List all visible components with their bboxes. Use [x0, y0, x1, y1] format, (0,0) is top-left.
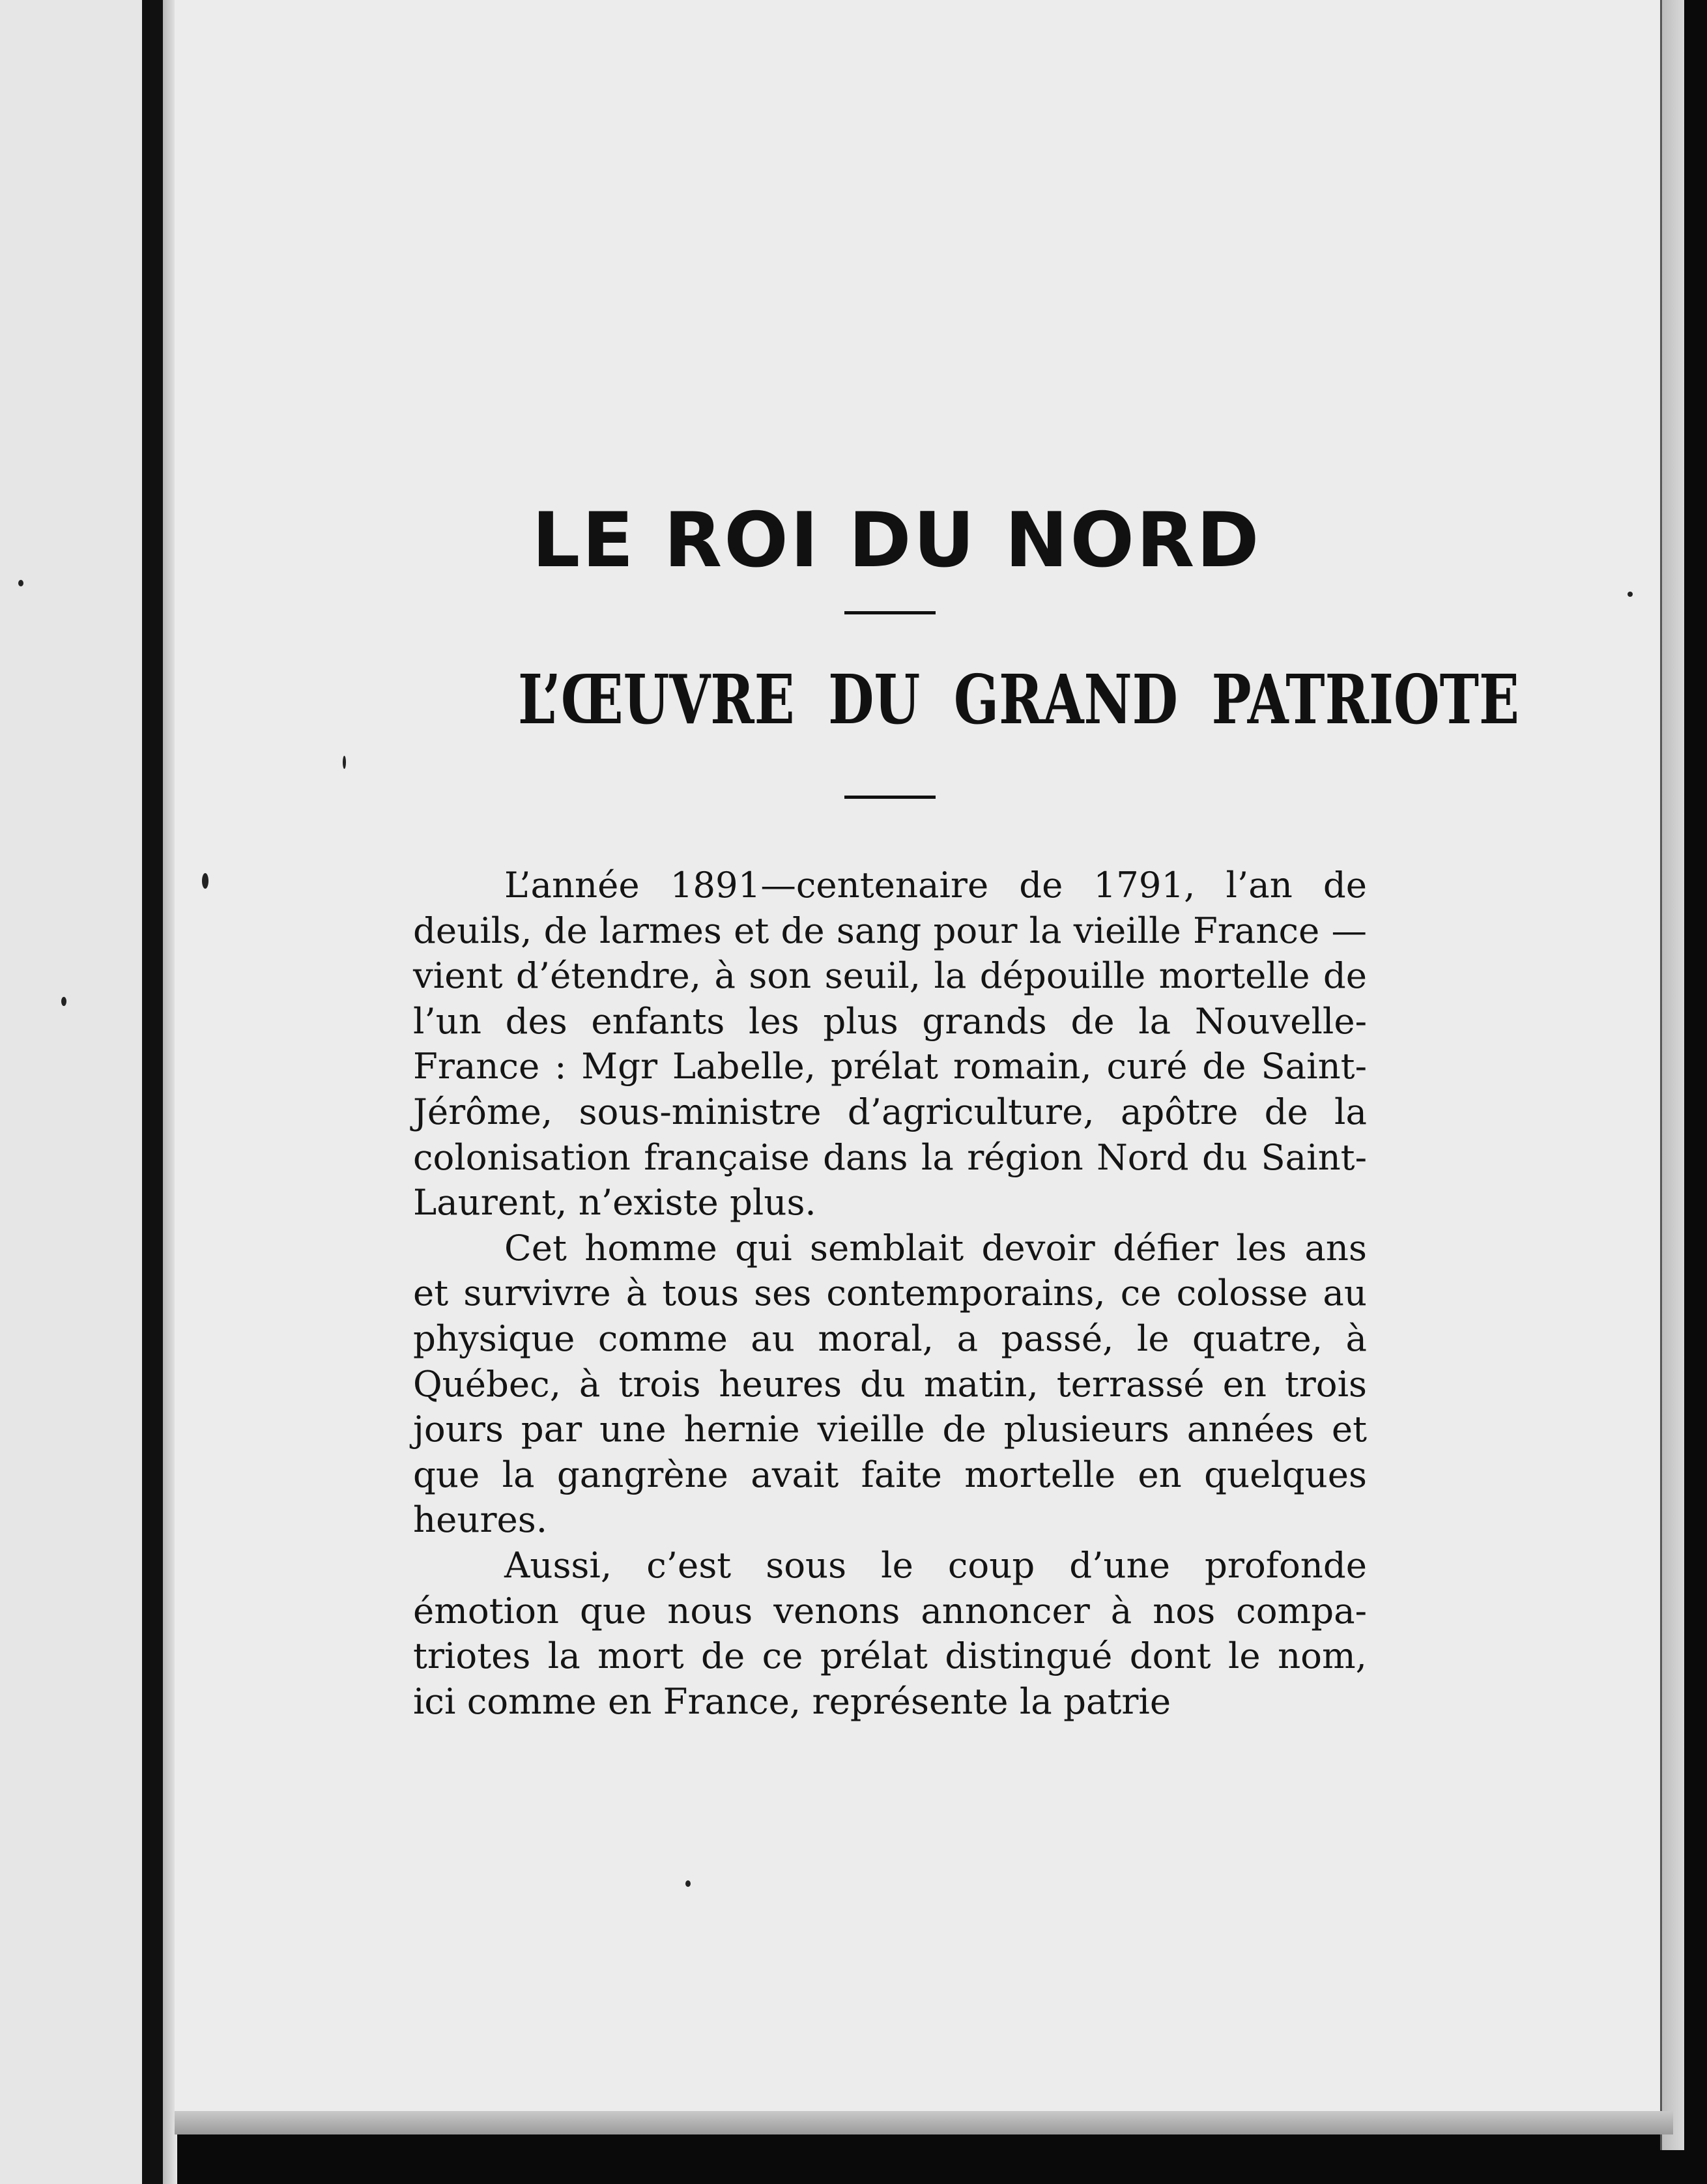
facing-page-edge	[0, 0, 147, 2184]
ink-speck	[18, 580, 23, 586]
paragraph: L’année 1891—centenaire de 1791, l’an de deuils, de larmes et de sang pour la vieille France —vient d’étendre, à son seuil, la dépouille mortelle de l’un des enfants les plus grands de la Nouvelle-France : Mgr Labelle, prélat romain, curé de Saint-Jérôme, sous-ministre d’agriculture, apôtre de la colonisation française dans la région Nord du Saint-Laurent, n’existe plus.	[413, 864, 1367, 1224]
page-title: LE ROI DU NORD	[532, 496, 1261, 584]
ink-speck	[202, 873, 208, 889]
ink-speck	[61, 997, 66, 1006]
page-bottom-edge	[175, 2111, 1673, 2134]
page-content	[413, 495, 1519, 1724]
book-spine	[142, 0, 164, 2184]
paragraph: Cet homme qui semblait devoir défier les ans et survivre à tous ses contemporains, ce colosse au physique comme au moral, a passé, le quatre, à Québec, à trois heures du matin, terrassé en trois jours par une hernie vieille de plusieurs années et que la gangrène avait faite mortelle en quelques heures.	[413, 1226, 1367, 1541]
body-text	[413, 863, 1367, 1724]
ink-speck	[1628, 592, 1633, 597]
ink-speck	[685, 1880, 691, 1887]
ink-speck	[343, 756, 346, 769]
page-fore-edge	[1660, 0, 1684, 2150]
title-divider	[844, 611, 936, 614]
page-subtitle: L’ŒUVRE DU GRAND PATRIOTE	[518, 659, 1519, 740]
subtitle-divider	[844, 796, 936, 799]
paragraph: Aussi, c’est sous le coup d’une profonde émotion que nous venons annoncer à nos compatriotes la mort de ce prélat distingué dont le nom, ici comme en France, représente la patrie	[413, 1544, 1367, 1722]
